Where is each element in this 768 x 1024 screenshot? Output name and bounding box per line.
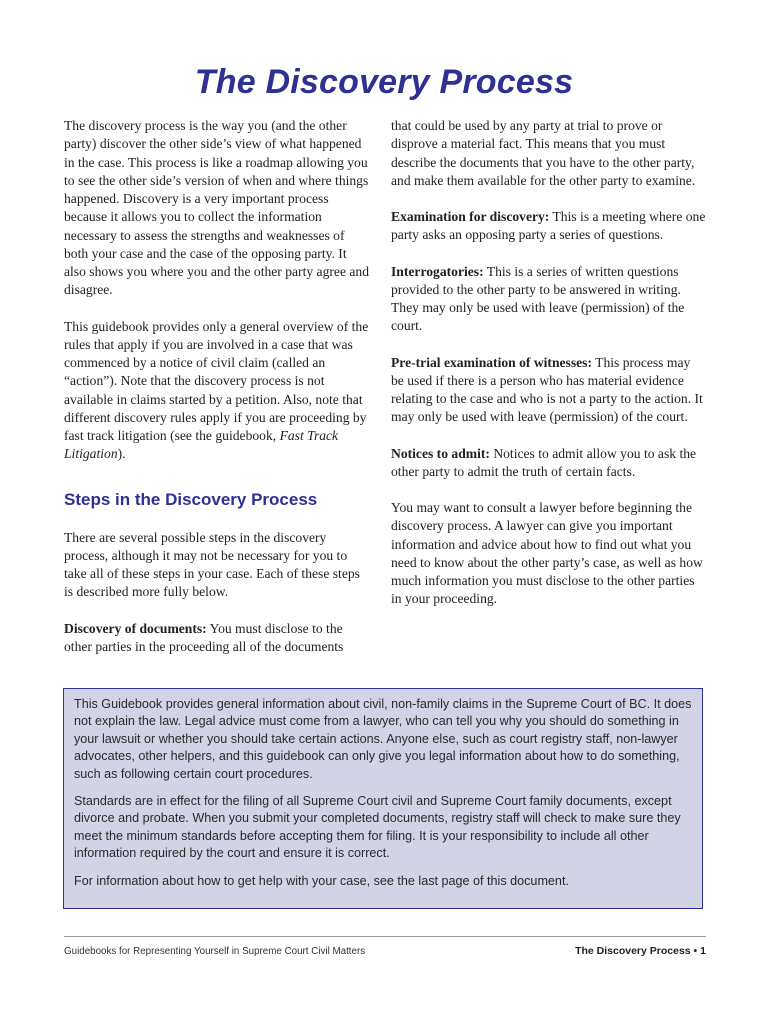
intro-paragraph: The discovery process is the way you (and the other party) discover the other side’s view of what happened in the case. This process is like a roadmap allowing you to see the other side’s version of when and where things happened. Discovery is a very important process because it allows you to collect the information necessary to assess the strengths and weaknesses of both your case and the case of the opposing party. It also shows you where you and the other party agree and disagree.	[64, 118, 370, 298]
footer-divider	[64, 936, 706, 937]
lawyer-advice-paragraph: You may want to consult a lawyer before beginning the discovery process. A lawyer can give you important information and advice about how to find out what you need to know about the other party’s case, as well as how much information you must disclose to the other parties in your proceeding.	[391, 500, 703, 607]
term-label: Interrogatories:	[391, 263, 484, 279]
guidebook-title-reference: Fast Track Litigation	[64, 428, 339, 462]
interrogatories-paragraph: Interrogatories: This is a series of written questions provided to the other party to be answered in writing. They may only be used with leave (permission) of the court.	[391, 263, 685, 334]
overview-paragraph: This guidebook provides only a general overview of the rules that apply if you are involved in a case that was commenced by a notice of civil claim (called an “action”). Note that the discovery process is not available in claims started by a petition. Also, note that different discovery rules apply if you are proceeding by fast track litigation (see the guidebook, Fast Track Litigation).	[64, 318, 369, 462]
examination-paragraph: Examination for discovery: This is a meeting where one party asks an opposing party a series of questions.	[391, 209, 706, 243]
steps-paragraph: There are several possible steps in the discovery process, although it may not be necessary for you to take all of these steps in your case. Each of these steps is described more fully below.	[64, 529, 360, 600]
right-column	[391, 117, 706, 627]
disclaimer-box	[63, 688, 703, 909]
disclaimer-paragraph: This Guidebook provides general information about civil, non-family claims in the Supreme Court of BC. It does not explain the law. Legal advice must come from a lawyer, who can tell you why you should do something in your lawsuit or whether you should take certain actions. Anyone else, such as court registry staff, non-lawyer advocates, other helpers, and this guidebook can only give you legal information about how to do something, such as following certain court procedures.	[74, 697, 692, 781]
witnesses-paragraph: Pre-trial examination of witnesses: This process may be used if there is a person who has material evidence relating to the case and who is not a party to the action. It may only be used with leave (permission) of the court.	[391, 354, 703, 425]
standards-paragraph: Standards are in effect for the filing of all Supreme Court civil and Supreme Court family documents, except divorce and probate. When you submit your completed documents, registry staff will check to make sure they meet the minimum standards before accepting them for filing. It is your responsibility to include all other information required by the court and ensure it is correct.	[74, 794, 681, 861]
term-label: Discovery of documents:	[64, 620, 207, 636]
term-label: Notices to admit:	[391, 445, 490, 461]
section-heading: Steps in the Discovery Process	[64, 489, 318, 509]
page-title: The Discovery Process	[194, 63, 574, 101]
term-label: Examination for discovery:	[391, 209, 550, 224]
footer-page-label: The Discovery Process • 1	[575, 945, 706, 957]
left-column	[64, 117, 370, 674]
help-paragraph: For information about how to get help with your case, see the last page of this document.	[74, 873, 569, 888]
notices-paragraph: Notices to admit: Notices to admit allow you to ask the other party to admit the truth of certain facts.	[391, 445, 697, 479]
documents-continued-paragraph: that could be used by any party at trial to prove or disprove a material fact. This means that you must describe the documents that you have to the other party, and make them available for the other party to examine.	[391, 118, 696, 188]
footer-series-title: Guidebooks for Representing Yourself in Supreme Court Civil Matters	[64, 946, 366, 957]
term-label: Pre-trial examination of witnesses:	[391, 354, 592, 370]
discovery-of-documents-paragraph: Discovery of documents: You must disclose to the other parties in the proceeding all of the documents	[64, 620, 344, 654]
